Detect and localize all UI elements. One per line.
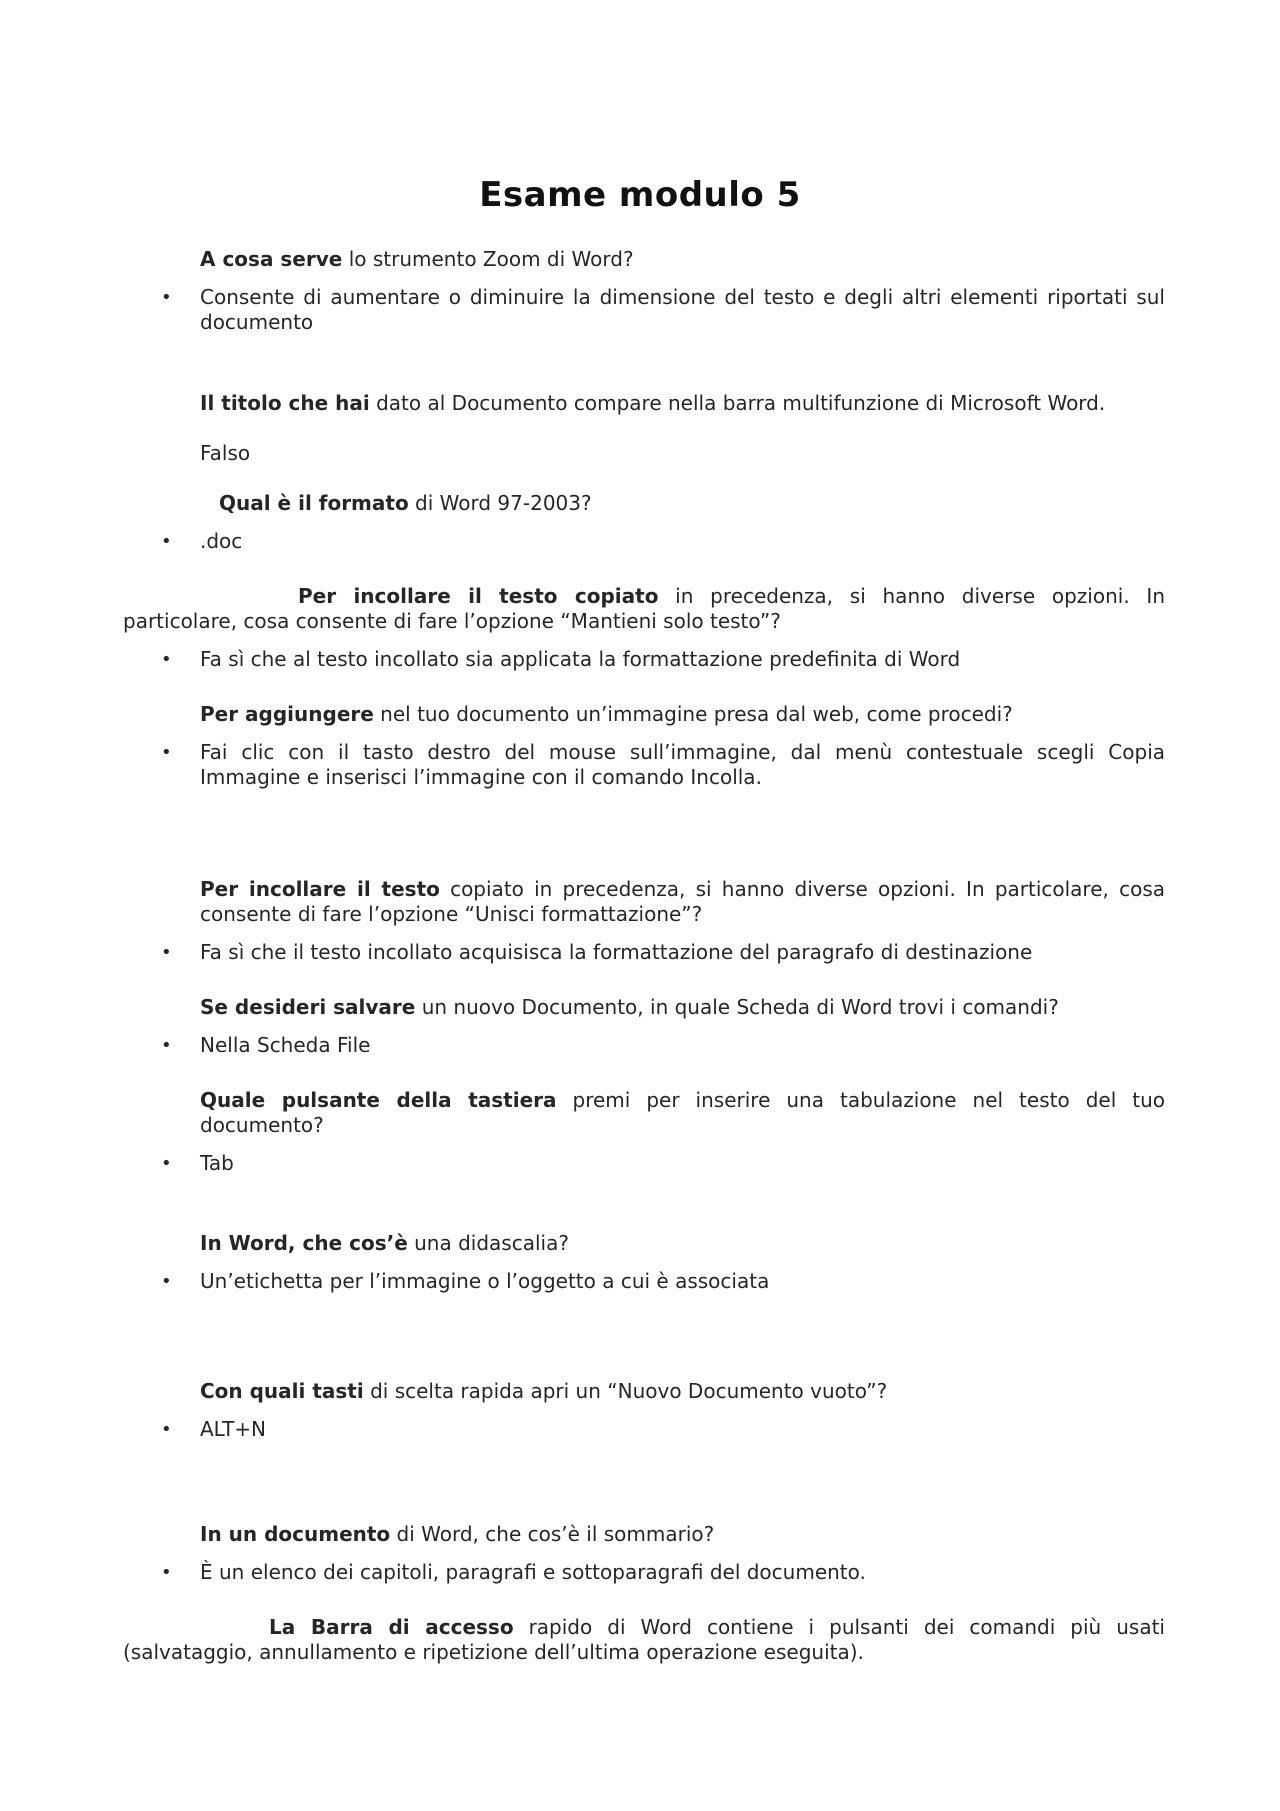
answer-7: Nella Scheda File (200, 1033, 371, 1057)
question-9-text: una didascalia? (407, 1231, 569, 1255)
question-2-text: dato al Documento compare nella barra multifunzione di Microsoft Word. (369, 391, 1106, 415)
closing-paragraph (123, 1615, 1165, 1665)
answer-3: .doc (200, 529, 243, 553)
question-3-text: di Word 97-2003? (408, 491, 592, 515)
question-9-bold: In Word, che cos’è (200, 1231, 408, 1255)
question-8-text: premi per inserire una tabulazione nel testo del tuo documento? (200, 1088, 1165, 1137)
bullet-icon: • (161, 649, 172, 670)
answer-10: ALT+N (200, 1417, 267, 1441)
question-3-bold: Qual è il formato (219, 491, 409, 515)
question-6 (200, 877, 1165, 927)
answer-8: Tab (200, 1151, 234, 1175)
question-4-bold: Per incollare il testo copiato (298, 584, 659, 608)
question-4 (123, 584, 1165, 634)
page-title: Esame modulo 5 (479, 175, 801, 215)
question-1-bold: A cosa serve (200, 247, 343, 271)
question-11-text: di Word, che cos’è il sommario? (390, 1522, 715, 1546)
bullet-icon: • (161, 942, 172, 963)
bullet-icon: • (161, 1419, 172, 1440)
question-5-bold: Per aggiungere (200, 702, 374, 726)
question-10 (200, 1379, 1165, 1404)
question-6-bold: Per incollare il testo (200, 877, 440, 901)
bullet-icon: • (161, 1035, 172, 1056)
closing-paragraph-text: rapido di Word contiene i pulsanti dei comandi più usati (salvataggio, annullamento e ripetizione dell’ultima operazione eseguita). (123, 1615, 1165, 1664)
question-2-bold: Il titolo che hai (200, 391, 370, 415)
answer-1: Consente di aumentare o diminuire la dimensione del testo e degli altri elementi riportati sul documento (200, 285, 1165, 334)
bullet-icon: • (161, 287, 172, 308)
bullet-icon: • (161, 1271, 172, 1292)
bullet-icon: • (161, 1153, 172, 1174)
question-2 (200, 391, 1165, 416)
question-11 (200, 1522, 1165, 1547)
question-1-text: lo strumento Zoom di Word? (342, 247, 634, 271)
question-8 (200, 1088, 1165, 1138)
bullet-icon: • (161, 1562, 172, 1583)
answer-5: Fai clic con il tasto destro del mouse sull’immagine, dal menù contestuale scegli Copia Immagine e inserisci l’immagine con il comando Incolla. (200, 740, 1165, 789)
closing-paragraph-bold: La Barra di accesso (269, 1615, 514, 1639)
bullet-icon: • (161, 531, 172, 552)
question-9 (200, 1231, 1165, 1256)
question-7-bold: Se desideri salvare (200, 995, 416, 1019)
question-4-text: in precedenza, si hanno diverse opzioni. In particolare, cosa consente di fare l’opzione “Mantieni solo testo”? (123, 584, 1165, 633)
question-6-text: copiato in precedenza, si hanno diverse opzioni. In particolare, cosa consente di fare l’opzione “Unisci formattazione”? (200, 877, 1165, 926)
question-7 (200, 995, 1165, 1020)
answer-2: Falso (200, 441, 251, 465)
question-3 (219, 491, 1165, 516)
bullet-icon: • (161, 742, 172, 763)
question-5-text: nel tuo documento un’immagine presa dal web, come procedi? (373, 702, 1013, 726)
question-5 (200, 702, 1165, 727)
question-10-text: di scelta rapida apri un “Nuovo Documento vuoto”? (363, 1379, 888, 1403)
question-7-text: un nuovo Documento, in quale Scheda di Word trovi i comandi? (415, 995, 1059, 1019)
answer-4: Fa sì che al testo incollato sia applicata la formattazione predefinita di Word (200, 647, 961, 671)
answer-11: È un elenco dei capitoli, paragrafi e sottoparagrafi del documento. (200, 1560, 866, 1584)
question-8-bold: Quale pulsante della tastiera (200, 1088, 557, 1112)
question-11-bold: In un documento (200, 1522, 391, 1546)
answer-6: Fa sì che il testo incollato acquisisca la formattazione del paragrafo di destinazione (200, 940, 1033, 964)
question-1 (200, 247, 1165, 272)
question-10-bold: Con quali tasti (200, 1379, 364, 1403)
answer-9: Un’etichetta per l’immagine o l’oggetto a cui è associata (200, 1269, 770, 1293)
